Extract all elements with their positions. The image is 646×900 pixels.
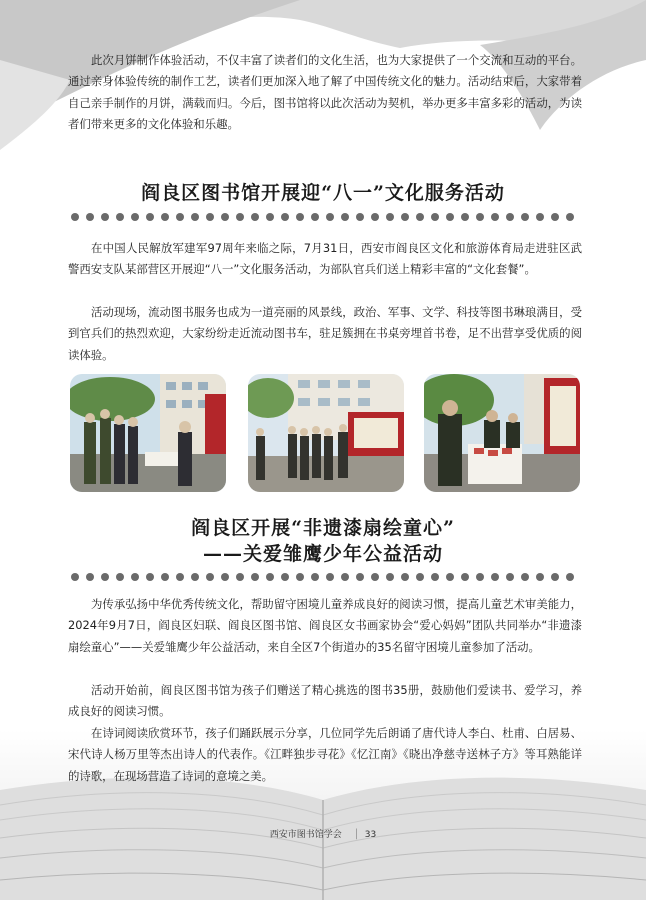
page-number: 33 (364, 830, 377, 840)
photo-mobile-library-2 (248, 374, 404, 492)
section-title-lacquer-fan-line2: ——关爱雏鹰少年公益活动 (202, 543, 443, 565)
footer-separator-icon: ▕ (349, 830, 357, 840)
footer-org-name: 西安市图书馆学会 (269, 830, 342, 840)
photo-mobile-library-1 (70, 374, 226, 492)
paragraph-poetry-reading: 在诗词阅读欣赏环节，孩子们踊跃展示分享，几位同学先后朗诵了唐代诗人李白、杜甫、白居易、宋代诗人杨万里等杰出诗人的代表作。《江畔独步寻花》《忆江南》《晓出净慈寺送林子方》等耳熟能详的诗歌，在现场营造了诗词的意境之美。 (68, 726, 582, 783)
dotted-divider (70, 212, 580, 222)
photo-mobile-library-3 (424, 374, 580, 492)
paragraph-bayi-scene: 活动现场，流动图书服务也成为一道亮丽的风景线，政治、军事、文学、科技等图书琳琅满目，受到官兵们的热烈欢迎，大家纷纷走近流动图书车，驻足簇拥在书桌旁埋首书卷，足不出营享受优质的阅读体验。 (68, 305, 582, 362)
paragraph-book-donation: 活动开始前，阎良区图书馆为孩子们赠送了精心挑选的图书35册，鼓励他们爱读书、爱学习，养成良好的阅读习惯。 (68, 683, 582, 719)
section-title-lacquer-fan-line1: 阎良区开展“非遗漆扇绘童心” (191, 517, 455, 539)
paragraph-mooncake-summary: 此次月饼制作体验活动，不仅丰富了读者们的文化生活，也为大家提供了一个交流和互动的平台。通过亲身体验传统的制作工艺，读者们更加深入地了解了中国传统文化的魅力。活动结束后，大家带着自己亲手制作的月饼，满载而归。今后，图书馆将以此次活动为契机，举办更多丰富多彩的活动，为读者们带来更多的文化体验和乐趣。 (68, 53, 582, 132)
dotted-divider (70, 572, 580, 582)
section-title-bayi: 阎良区图书馆开展迎“八一”文化服务活动 (141, 182, 505, 204)
page-footer (0, 827, 646, 840)
paragraph-bayi-intro: 在中国人民解放军建军97周年来临之际，7月31日，西安市阎良区文化和旅游体育局走进驻区武警西安支队某部营区开展迎“八一”文化服务活动，为部队官兵们送上精彩丰富的“文化套餐”。 (68, 241, 582, 277)
paragraph-lacquer-fan-intro: 为传承弘扬中华优秀传统文化，帮助留守困境儿童养成良好的阅读习惯，提高儿童艺术审美能力，2024年9月7日，阎良区妇联、阎良区图书馆、阎良区女书画家协会“爱心妈妈”团队共同举办“非遗漆扇绘童心”——关爱雏鹰少年公益活动，来自全区7个街道办的35名留守困境儿童参加了活动。 (68, 597, 582, 654)
